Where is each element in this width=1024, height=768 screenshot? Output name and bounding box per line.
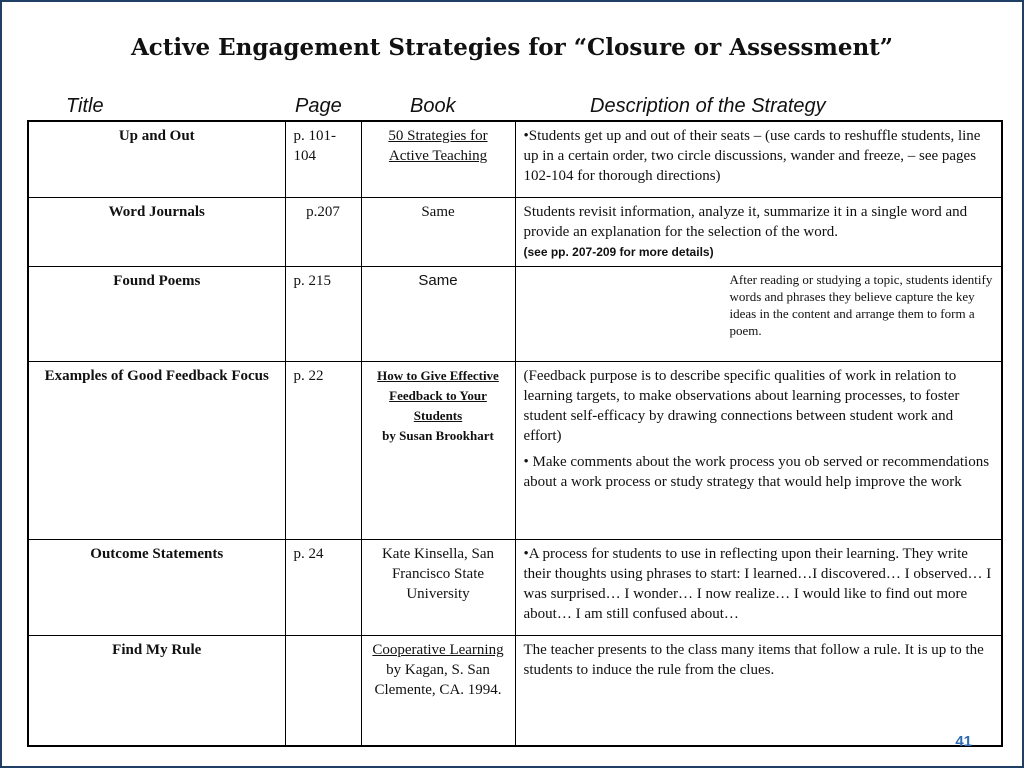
row-description: The teacher presents to the class many items that follow a rule. It is up to the students to induce the rule from the clues.	[515, 635, 1002, 746]
table-row	[28, 121, 1002, 197]
row-description	[515, 266, 1002, 361]
table-row	[28, 361, 1002, 539]
description-bullet: • Make comments about the work process you ob served or recommendations about a work process or study strategy that would help improve the work	[523, 453, 990, 490]
header-page: Page	[295, 95, 342, 117]
row-description: •Students get up and out of their seats – (use cards to reshuffle students, line up in a certain order, two circle discussions, wander and freeze, – see pages 102-104 for thorough directions)	[515, 121, 1002, 197]
table-row	[28, 266, 1002, 361]
row-book: Same	[361, 197, 515, 266]
table-row	[28, 539, 1002, 635]
description-text: After reading or studying a topic, students identify words and phrases they believe capture the key ideas in the content and arrange them to form a poem.	[729, 271, 993, 338]
table-row	[28, 635, 1002, 746]
row-book	[361, 361, 515, 539]
description-note: (see pp. 207-209 for more details)	[523, 244, 714, 259]
row-title: Outcome Statements	[28, 539, 285, 635]
description-text: Students revisit information, analyze it, summarize it in a single word and provide an explanation for the selection of the word.	[523, 203, 968, 240]
header-book: Book	[410, 95, 456, 117]
row-title: Up and Out	[28, 121, 285, 197]
row-book: Same	[361, 266, 515, 361]
book-title: Cooperative Learning	[372, 641, 504, 658]
row-book: Kate Kinsella, San Francisco State University	[361, 539, 515, 635]
row-title: Found Poems	[28, 266, 285, 361]
row-page: p. 215	[285, 266, 361, 361]
row-page: p.207	[285, 197, 361, 266]
row-description	[515, 197, 1002, 266]
row-description: •A process for students to use in reflecting upon their learning. They write their thoughts using phrases to start: I learned…I discovered… I observed… I was surprised… I wonder… I now realize… I would like to find out more about… I am still confused about…	[515, 539, 1002, 635]
book-author: by Susan Brookhart	[382, 427, 494, 443]
row-title: Word Journals	[28, 197, 285, 266]
row-page: p. 24	[285, 539, 361, 635]
row-book	[361, 635, 515, 746]
row-page: p. 22	[285, 361, 361, 539]
header-title: Title	[66, 95, 104, 117]
row-page	[285, 635, 361, 746]
header-description: Description of the Strategy	[590, 95, 826, 117]
strategies-table	[27, 120, 1003, 747]
row-page: p. 101-104	[285, 121, 361, 197]
book-details: by Kagan, S. San Clemente, CA. 1994.	[374, 661, 502, 698]
table-row	[28, 197, 1002, 266]
row-title: Find My Rule	[28, 635, 285, 746]
row-book: 50 Strategies for Active Teaching	[361, 121, 515, 197]
row-title: Examples of Good Feedback Focus	[28, 361, 285, 539]
book-title: How to Give Effective Feedback to Your Students	[377, 367, 499, 423]
row-description	[515, 361, 1002, 539]
page-number: 41	[955, 733, 972, 750]
page-title: Active Engagement Strategies for “Closure or Assessment”	[130, 34, 894, 61]
description-text: (Feedback purpose is to describe specific qualities of work in relation to learning targets, to make observations about learning processes, to foster student self-efficacy by drawing connections between student work and effort)	[523, 367, 960, 444]
